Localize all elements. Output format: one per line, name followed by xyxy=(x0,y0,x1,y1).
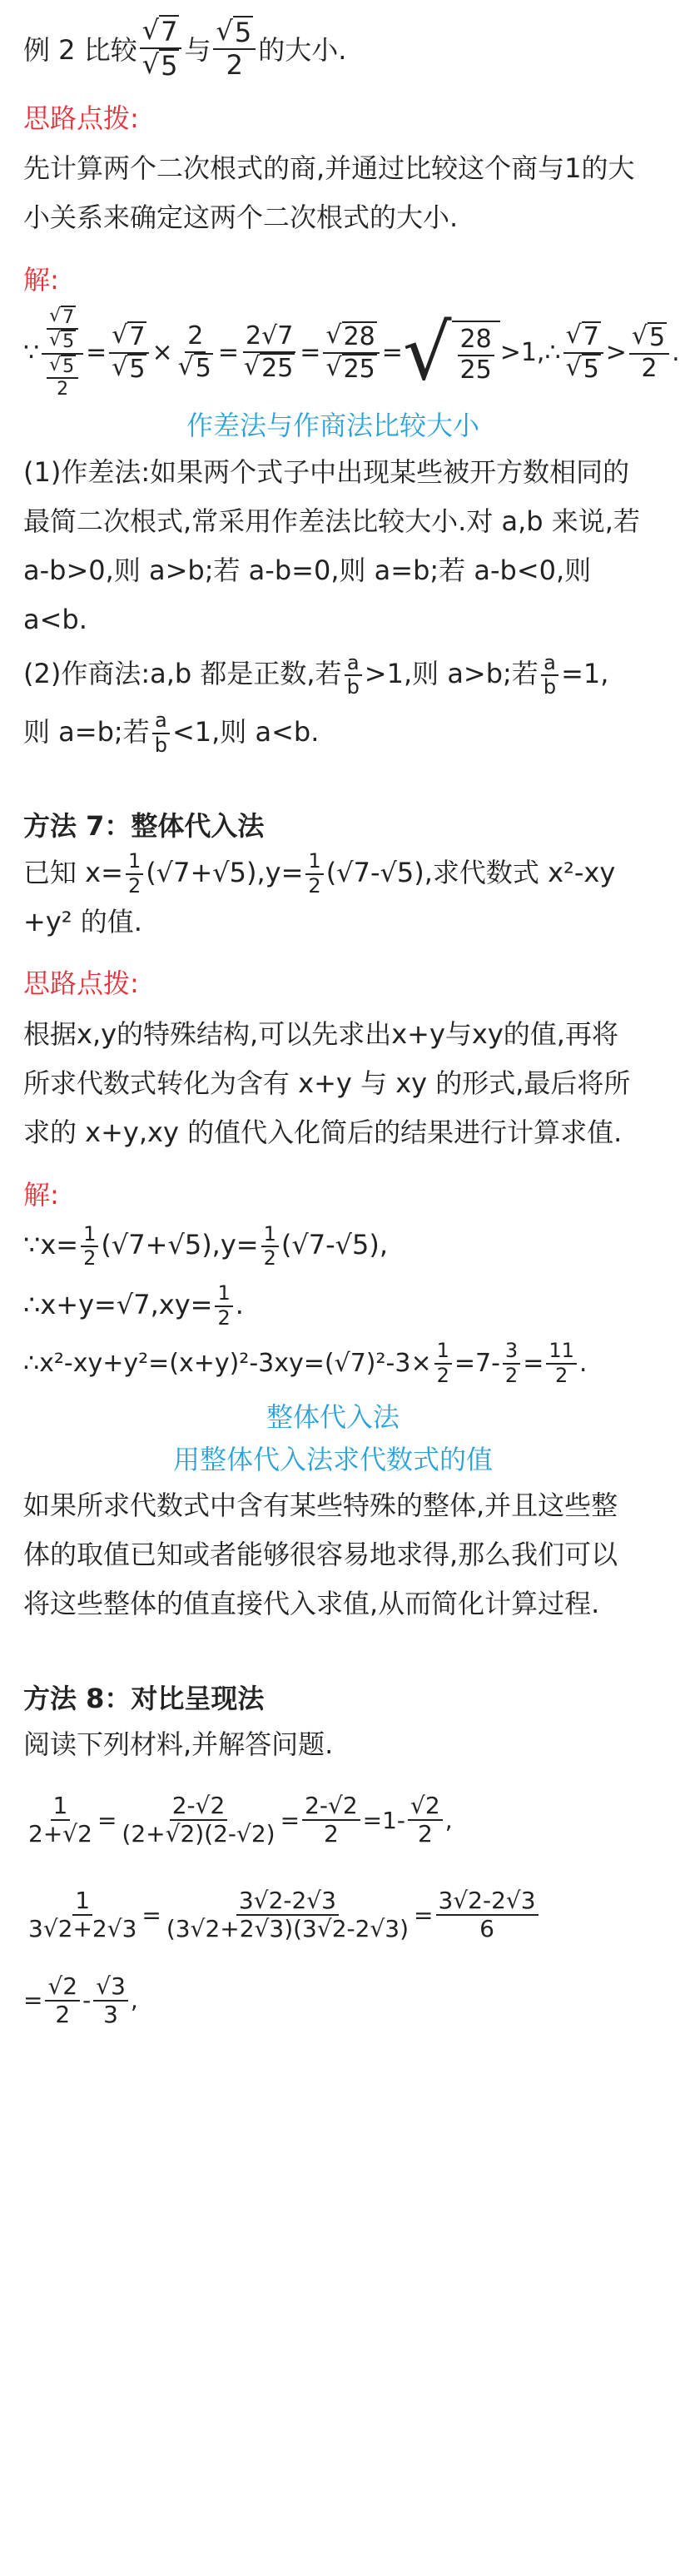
conjunction-and: 与 xyxy=(184,33,211,66)
method-7-problem: 已知 x= $\frac{1}{2}$ (√7+√5),y= $\frac{1}{2}$ (√7-√5),求代数式 x²-xy xyxy=(23,849,616,898)
whole-sub-description: 如果所求代数式中含有某些特殊的整体,并且这些整体的取值已知或者能够很容易地求得,那么我们可以将这些整体的值直接代入求值,从而简化计算过程. xyxy=(23,1489,618,1620)
solution-label: 解: xyxy=(23,263,59,296)
fraction-r28-r25: √ 28 √ 25 xyxy=(323,321,379,384)
document-page xyxy=(0,14,680,2576)
hint-label-2: 思路点拨: xyxy=(23,967,139,1000)
fraction-sqrt5-over-2: √ 5 2 xyxy=(213,16,256,81)
compound-fraction: √ 7 √ 5 √ 5 2 xyxy=(42,306,83,400)
method-difference-text: (1)作差法:如果两个式子中出现某些被开方数相同的最简二次根式,常采用作差法比较大小.对 a,b 来说,若 a-b>0,则 a>b;若 a-b=0,则 a=b;若 a-b<0,则 a<b. xyxy=(23,455,640,636)
method-7-title: 方法 7：整体代入法 xyxy=(23,810,265,843)
fraction-r5-2-final: √ 5 2 xyxy=(629,322,669,383)
example-2-prefix: 例 2 比较 xyxy=(23,33,137,66)
example-2-title xyxy=(23,15,643,82)
method-7-sol-line-2: ∴x+y=√7,xy= $\frac{1}{2}$ . xyxy=(23,1281,244,1330)
fraction-r7-r5-final: √ 7 √ 5 xyxy=(563,321,603,384)
fraction-2-r5: 2 √ 5 xyxy=(177,321,211,383)
method-7-sol-line-1: ∵x= $\frac{1}{2}$ (√7+√5),y= $\frac{1}{2}$ (√7-√5), xyxy=(23,1221,389,1271)
section-title-diff-quot: 作差法与作商法比较大小 xyxy=(186,410,479,442)
fraction-sqrt7-over-sqrt5: √ 7 √ 5 xyxy=(140,15,182,82)
method-8-intro: 阅读下列材料,并解答问题. xyxy=(23,1728,334,1760)
hint-label: 思路点拨: xyxy=(23,102,139,134)
big-sqrt-28-25: √ $\frac{28}{25}$ xyxy=(403,315,500,391)
material-equation-2: $\frac{1}{3√2+2√3}$ = $\frac{3√2-2√3}{(3√2+2√3)(3√2-2√3)}$ = $\frac{3√2-2√3}{6}$ xyxy=(23,1887,643,1942)
solution-label-2: 解: xyxy=(23,1178,59,1211)
example-2-suffix: 的大小. xyxy=(258,33,347,66)
example-2-solution: ∵ √ 7 √ 5 √ 5 2 = √ 7 √ 5 × 2 √ 5 = 2√7 √ 25 = √ 28 √ 25 = √ $\frac{28}{25}$ >1,∴ √ 7 √ 5 > √ 5 2 . xyxy=(23,306,680,400)
method-8-title: 方法 8：对比呈现法 xyxy=(23,1682,265,1714)
method-7-problem-2: +y² 的值. xyxy=(23,906,142,938)
fraction-2r7-r25: 2√7 √ 25 xyxy=(241,322,297,383)
section-title-whole-sub: 整体代入法 xyxy=(266,1400,400,1433)
fraction-r7-r5: √ 7 √ 5 xyxy=(109,321,149,384)
method-quotient-text: (2)作商法:a,b 都是正数,若 $\frac{a}{b}$ >1,则 a>b;若 $\frac{a}{b}$ =1, xyxy=(23,650,609,699)
example-2-hint: 先计算两个二次根式的商,并通过比较这个商与1的大小关系来确定这两个二次根式的大小. xyxy=(23,152,635,234)
section-title-whole-sub-eval: 用整体代入法求代数式的值 xyxy=(172,1443,493,1475)
method-7-hint: 根据x,y的特殊结构,可以先求出x+y与xy的值,再将所求代数式转化为含有 x+y 与 xy 的形式,最后将所求的 x+y,xy 的值代入化简后的结果进行计算求值. xyxy=(23,1018,631,1149)
method-7-sol-line-3: ∴x²-xy+y²=(x+y)²-3xy=(√7)²-3× $\frac{1}{2}$ =7- $\frac{3}{2}$ = $\frac{11}{2}$ . xyxy=(23,1339,588,1387)
material-equation-1: $\frac{1}{2+√2}$ = $\frac{2-√2}{(2+√2)(2-√2)}$ = $\frac{2-√2}{2}$ =1- $\frac{√2}{2}$ , xyxy=(28,1791,453,1848)
method-quotient-text-2: 则 a=b;若 $\frac{a}{b}$ <1,则 a<b. xyxy=(23,709,320,757)
material-equation-3: = $\frac{√2}{2}$ - $\frac{√3}{3}$ , xyxy=(23,1972,138,2028)
